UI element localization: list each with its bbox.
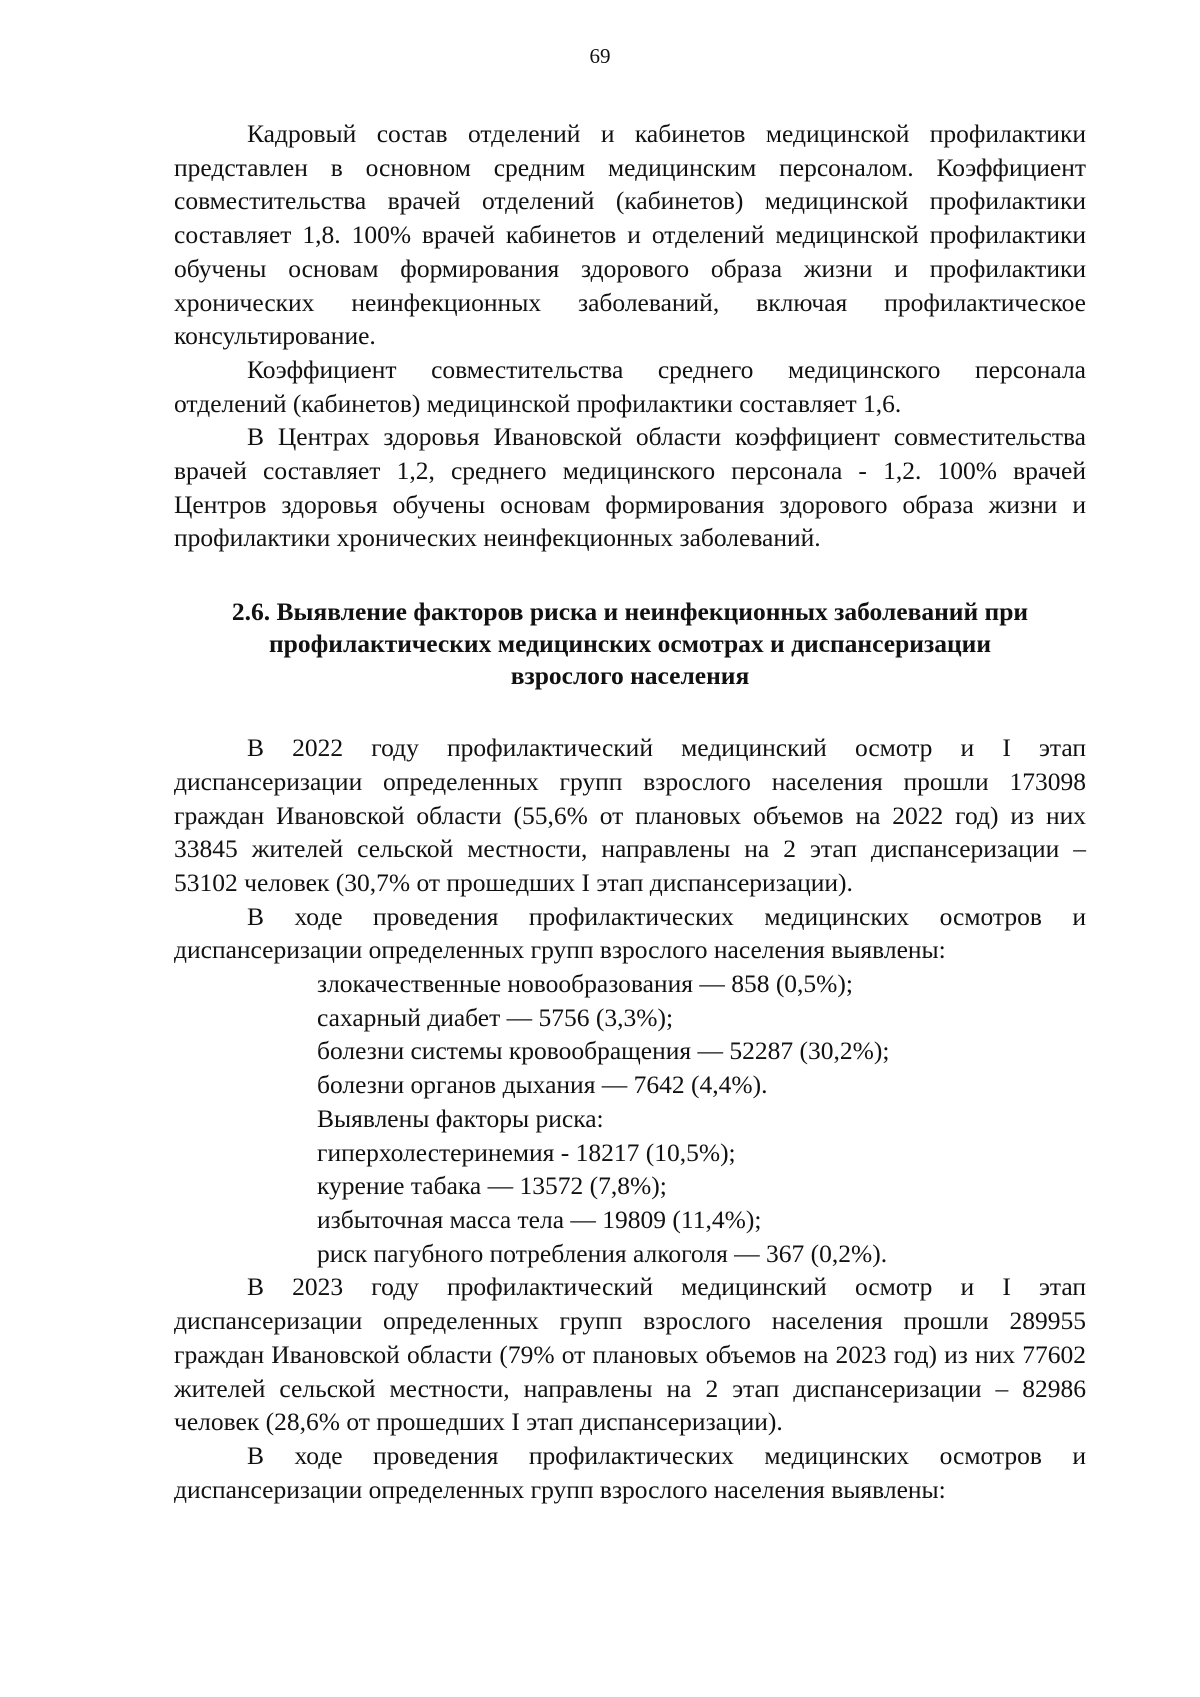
paragraph-2022-detected-intro: В ходе проведения профилактических медицинских осмотров и диспансеризации определенных групп взрослого населения выявлены: — [174, 901, 1086, 965]
section-heading — [174, 596, 1086, 692]
paragraph-health-centers: В Центрах здоровья Ивановской области коэффициент совместительства врачей составляет 1,2, среднего медицинского персонала - 1,2. 100% врачей Центров здоровья обучены основам формирования здорового образа жизни и профилактики хронических неинфекционных заболеваний. — [174, 422, 1086, 553]
document-body — [174, 117, 1086, 1506]
section-heading-line-3: взрослого населения — [510, 661, 750, 691]
list-item: риск пагубного потребления алкоголя — 367 (0,2%). — [317, 1238, 888, 1268]
paragraph-staff-composition: Кадровый состав отделений и кабинетов медицинской профилактики представлен в основном средним медицинским персоналом. Коэффициент совместительства врачей отделений (кабинетов) медицинской профилактики составляет 1,8. 100% врачей кабинетов и отделений медицинской профилактики обучены основам формирования здорового образа жизни и профилактики хронических неинфекционных заболеваний, включая профилактическое консультирование. — [174, 119, 1086, 351]
list-item: избыточная масса тела — 19809 (11,4%); — [317, 1204, 762, 1234]
section-heading-line-2: профилактических медицинских осмотрах и диспансеризации — [268, 629, 992, 659]
paragraph-2022-screening: В 2022 году профилактический медицинский осмотр и I этап диспансеризации определенных групп взрослого населения прошли 173098 граждан Ивановской области (55,6% от плановых объемов на 2022 год) из них 33845 жителей сельской местности, направлены на 2 этап диспансеризации – 53102 человек (30,7% от прошедших I этап диспансеризации). — [174, 733, 1086, 897]
list-2022-findings — [174, 967, 1086, 1270]
paragraph-2023-detected-intro: В ходе проведения профилактических медицинских осмотров и диспансеризации определенных групп взрослого населения выявлены: — [174, 1440, 1086, 1504]
list-item-risk-factors-heading: Выявлены факторы риска: — [317, 1103, 604, 1133]
page-number: 69 — [589, 44, 611, 68]
section-heading-line-1: 2.6. Выявление факторов риска и неинфекционных заболеваний при — [231, 597, 1029, 627]
paragraph-2023-screening: В 2023 году профилактический медицинский осмотр и I этап диспансеризации определенных групп взрослого населения прошли 289955 граждан Ивановской области (79% от плановых объемов на 2023 год) из них 77602 жителей сельской местности, направлены на 2 этап диспансеризации – 82986 человек (28,6% от прошедших I этап диспансеризации). — [174, 1272, 1086, 1437]
list-item: болезни системы кровообращения — 52287 (30,2%); — [317, 1036, 890, 1066]
list-item: болезни органов дыхания — 7642 (4,4%). — [317, 1070, 768, 1100]
list-item: сахарный диабет — 5756 (3,3%); — [317, 1002, 674, 1032]
list-item: курение табака — 13572 (7,8%); — [317, 1171, 667, 1201]
list-item: злокачественные новообразования — 858 (0,5%); — [317, 969, 853, 999]
list-item: гиперхолестеринемия - 18217 (10,5%); — [317, 1137, 736, 1167]
paragraph-nurse-coefficient: Коэффициент совместительства среднего медицинского персонала отделений (кабинетов) медицинской профилактики составляет 1,6. — [174, 354, 1086, 418]
